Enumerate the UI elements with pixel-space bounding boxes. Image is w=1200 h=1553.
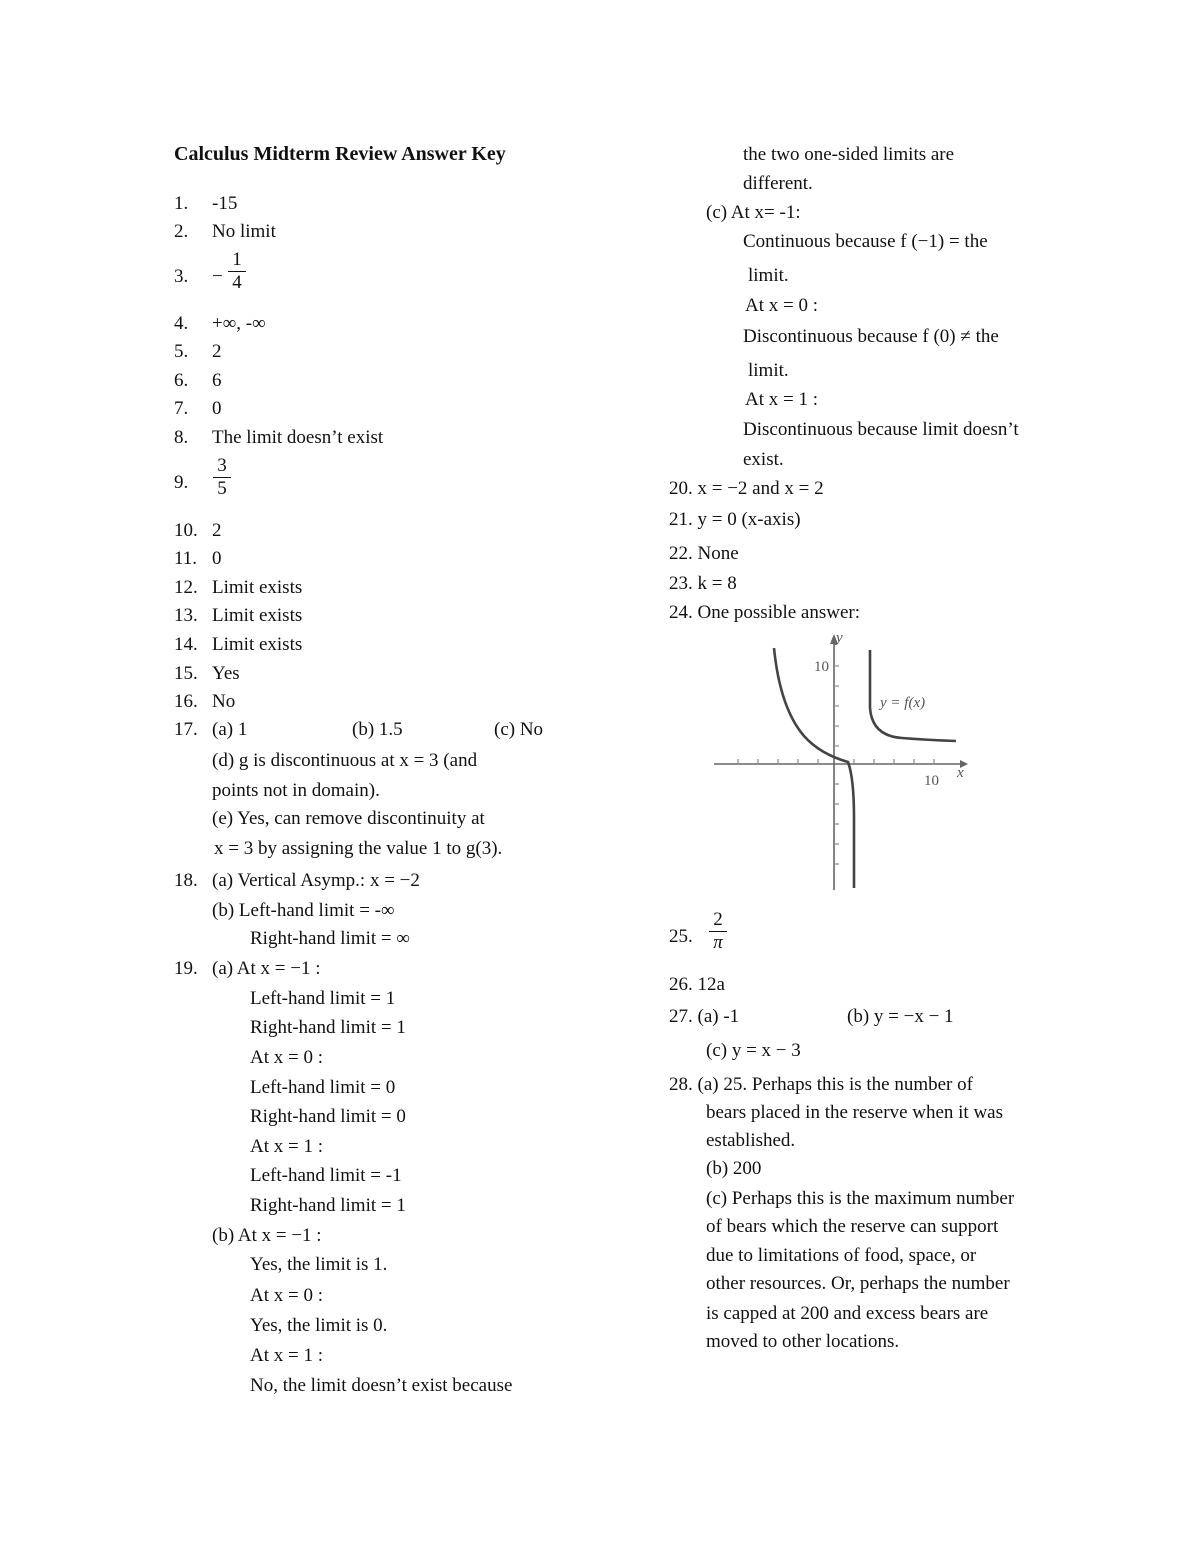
- answer-text: The limit doesn’t exist: [212, 427, 384, 448]
- fraction: [709, 910, 727, 953]
- page-title: Calculus Midterm Review Answer Key: [174, 143, 506, 165]
- answer-line: At x = 0 :: [745, 295, 818, 316]
- answer-17e-line1: (e) Yes, can remove discontinuity at: [212, 808, 485, 829]
- numerator: 3: [217, 455, 227, 476]
- fraction: [213, 456, 231, 499]
- answer-number: 5.: [174, 341, 189, 362]
- answer-number: 12.: [174, 577, 198, 598]
- answer-18b-line2: Right-hand limit = ∞: [250, 928, 410, 949]
- answer-number: 15.: [174, 663, 198, 684]
- answer-19-line: Left-hand limit = 0: [250, 1077, 396, 1098]
- answer-17c: (c) No: [494, 719, 544, 740]
- answer-line: is capped at 200 and excess bears are: [706, 1303, 989, 1324]
- answer-line: 23. k = 8: [669, 573, 737, 594]
- answer-number: 2.: [174, 221, 189, 242]
- answer-19-line: Right-hand limit = 1: [250, 1017, 406, 1038]
- answer-line: (c) Perhaps this is the maximum number: [706, 1188, 1015, 1209]
- answer-line: different.: [743, 173, 813, 194]
- answer-line: established.: [706, 1130, 796, 1151]
- answer-19-line: Left-hand limit = 1: [250, 988, 396, 1009]
- numerator: 2: [713, 909, 723, 930]
- y-axis-label: y: [836, 630, 843, 646]
- answer-line: limit.: [748, 265, 789, 286]
- answer-line: limit.: [748, 360, 789, 381]
- answer-17b: (b) 1.5: [352, 719, 403, 740]
- answer-line: (b) y = −x − 1: [847, 1006, 954, 1027]
- answer-text: Limit exists: [212, 605, 303, 626]
- answer-17e-line2: x = 3 by assigning the value 1 to g(3).: [214, 838, 503, 859]
- answer-17d-line1: (d) g is discontinuous at x = 3 (and: [212, 750, 478, 771]
- answer-line: At x = 1 :: [745, 389, 818, 410]
- answer-line: moved to other locations.: [706, 1331, 900, 1352]
- answer-18b-line1: (b) Left-hand limit = -∞: [212, 900, 395, 921]
- answer-line: exist.: [743, 449, 784, 470]
- answer-17d-line2: points not in domain).: [212, 780, 380, 801]
- answer-19-line: Right-hand limit = 0: [250, 1106, 406, 1127]
- answer-text: Limit exists: [212, 577, 303, 598]
- answer-line: 27. (a) -1: [669, 1006, 740, 1027]
- answer-number: 1.: [174, 193, 189, 214]
- answer-line: (b) 200: [706, 1158, 762, 1179]
- answer-number: 13.: [174, 605, 198, 626]
- answer-number: 14.: [174, 634, 198, 655]
- answer-19-line: (a) At x = −1 :: [212, 958, 321, 979]
- answer-17a: (a) 1: [212, 719, 248, 740]
- answer-19-line: Left-hand limit = -1: [250, 1165, 402, 1186]
- answer-18a: (a) Vertical Asymp.: x = −2: [212, 870, 420, 891]
- x-axis-label: x: [957, 765, 964, 781]
- answer-text: No: [212, 691, 236, 712]
- answer-line: the two one-sided limits are: [743, 144, 955, 165]
- answer-text: Limit exists: [212, 634, 303, 655]
- answer-text: 2: [212, 520, 222, 541]
- answer-19-line: At x = 0 :: [250, 1047, 323, 1068]
- answer-text: 0: [212, 548, 222, 569]
- answer-19-line: Yes, the limit is 0.: [250, 1315, 388, 1336]
- answer-number: 16.: [174, 691, 198, 712]
- answer-number: 8.: [174, 427, 189, 448]
- answer-line: 20. x = −2 and x = 2: [669, 478, 824, 499]
- answer-line: 21. y = 0 (x-axis): [669, 509, 801, 530]
- answer-line: Continuous because f (−1) = the: [743, 231, 988, 252]
- answer-line: (c) y = x − 3: [706, 1040, 801, 1061]
- answer-19-line: Right-hand limit = 1: [250, 1195, 406, 1216]
- answer-number: 19.: [174, 958, 198, 979]
- answer-line: 26. 12a: [669, 974, 725, 995]
- answer-text: 6: [212, 370, 222, 391]
- answer-line: (c) At x= -1:: [706, 202, 801, 223]
- answer-number: 4.: [174, 313, 189, 334]
- answer-text: -15: [212, 193, 238, 214]
- numerator: 1: [232, 249, 242, 270]
- answer-19-line: At x = 1 :: [250, 1345, 323, 1366]
- answer-line: Discontinuous because f (0) ≠ the: [743, 326, 999, 347]
- asymptote-graph: [712, 628, 972, 893]
- answer-line: other resources. Or, perhaps the number: [706, 1273, 1010, 1294]
- answer-number: 17.: [174, 719, 198, 740]
- answer-19-line: At x = 0 :: [250, 1285, 323, 1306]
- answer-text: +∞, -∞: [212, 313, 266, 334]
- curve-left-branch: [774, 648, 854, 888]
- denominator: 5: [217, 478, 227, 499]
- answer-text: No limit: [212, 221, 276, 242]
- answer-19-line: (b) At x = −1 :: [212, 1225, 322, 1246]
- answer-line: 24. One possible answer:: [669, 602, 861, 623]
- denominator: 4: [232, 272, 242, 293]
- answer-line: 28. (a) 25. Perhaps this is the number of: [669, 1074, 973, 1095]
- answer-19-line: No, the limit doesn’t exist because: [250, 1375, 513, 1396]
- fraction: [228, 250, 246, 293]
- answer-line: due to limitations of food, space, or: [706, 1245, 977, 1266]
- fraction-sign: −: [212, 266, 223, 287]
- answer-text: 0: [212, 398, 222, 419]
- answer-line: 22. None: [669, 543, 739, 564]
- answer-text: Yes: [212, 663, 240, 684]
- answer-number: 6.: [174, 370, 189, 391]
- answer-19-line: Yes, the limit is 1.: [250, 1254, 388, 1275]
- answer-number: 18.: [174, 870, 198, 891]
- y-tick-label: 10: [814, 659, 829, 675]
- denominator: π: [713, 932, 723, 953]
- answer-number: 11.: [174, 548, 198, 569]
- answer-number: 25.: [669, 926, 693, 947]
- x-tick-label: 10: [924, 773, 939, 789]
- answer-line: Discontinuous because limit doesn’t: [743, 419, 1019, 440]
- answer-line: of bears which the reserve can support: [706, 1216, 999, 1237]
- answer-text: 2: [212, 341, 222, 362]
- answer-19-line: At x = 1 :: [250, 1136, 323, 1157]
- answer-line: bears placed in the reserve when it was: [706, 1102, 1004, 1123]
- answer-number: 7.: [174, 398, 189, 419]
- answer-number: 9.: [174, 472, 189, 493]
- answer-number: 10.: [174, 520, 198, 541]
- answer-number: 3.: [174, 266, 189, 287]
- curve-label: y = f(x): [880, 695, 926, 711]
